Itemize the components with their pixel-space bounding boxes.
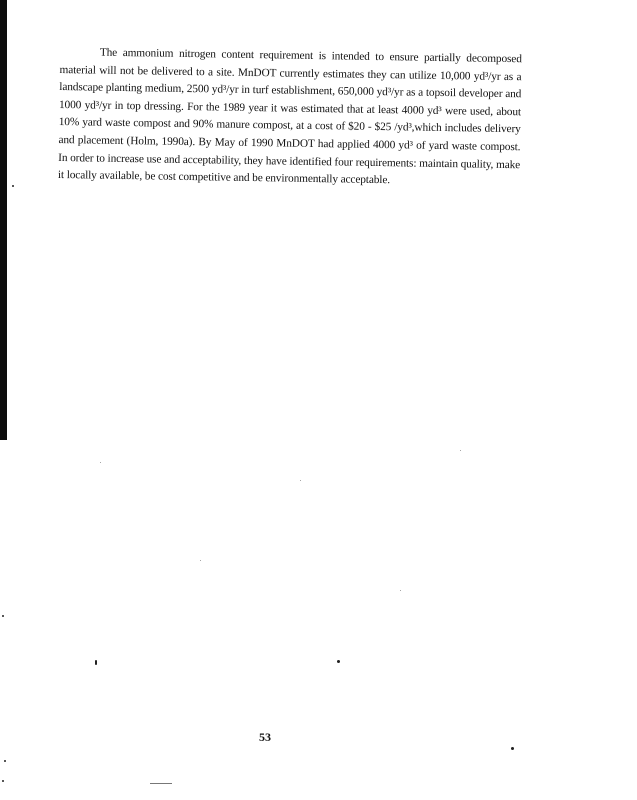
page-number: 53 (259, 730, 271, 744)
scan-binding-edge-fragment (1, 430, 4, 440)
body-text-block (58, 44, 522, 192)
scan-speck (2, 615, 4, 617)
scan-speck (12, 185, 14, 187)
scan-speck (200, 560, 201, 561)
scan-speck (2, 780, 4, 782)
scan-speck (4, 760, 6, 762)
scan-speck (400, 590, 401, 591)
body-paragraph: The ammonium nitrogen content requirement is intended to ensure partially decomposed material will not be delivered to a site. MnDOT currently estimates they can utilize 10,000 yd³/yr as a landscape planting medium, 2500 yd³/yr in turf establishment, 650,000 yd³/yr as a topsoil developer and 1000 yd³/yr in top dressing. For the 1989 year it was estimated that at least 4000 yd³ were used, about 10% yard waste compost and 90% manure compost, at a cost of $20 - $25 /yd³,which includes delivery and placement (Holm, 1990a). By May of 1990 MnDOT had applied 4000 yd³ of yard waste compost. In order to increase use and acceptability, they have identified four requirements: maintain quality, make it locally available, be cost competitive and be environmentally acceptable. (57, 46, 522, 187)
scan-speck (150, 783, 172, 784)
scan-speck (95, 660, 97, 665)
scan-speck (460, 450, 461, 451)
scan-speck (100, 462, 101, 463)
scan-speck (300, 480, 301, 481)
scan-speck (337, 660, 340, 663)
scan-binding-edge (0, 0, 7, 440)
scan-speck (511, 747, 514, 750)
